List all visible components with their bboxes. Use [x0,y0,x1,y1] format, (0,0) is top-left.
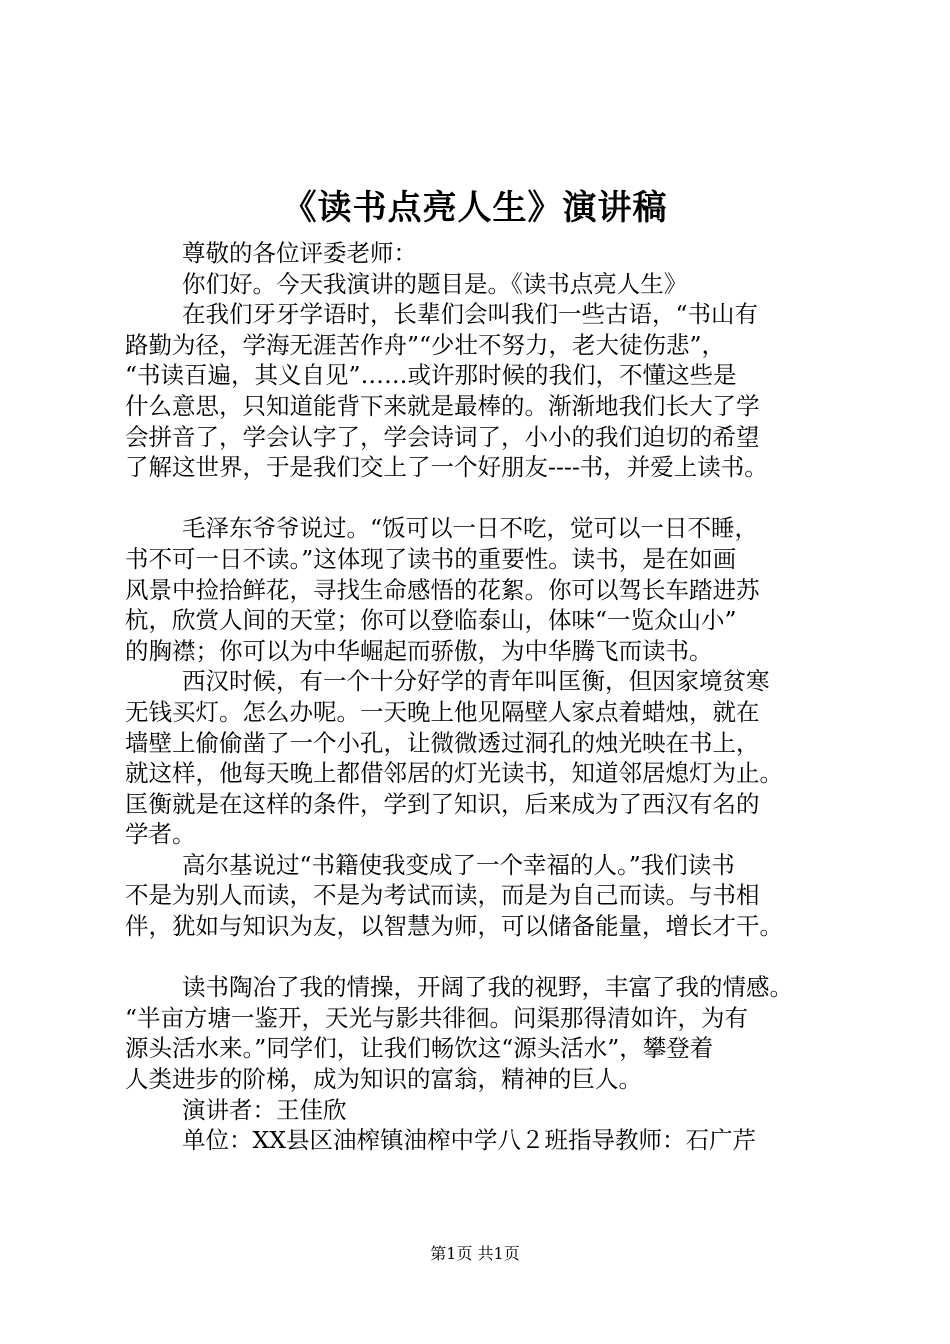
text-line: 你们好。今天我演讲的题目是。《读书点亮人生》 [182,269,688,298]
text-line: 风景中捡拾鲜花，寻找生命感悟的花絮。你可以驾长车踏进苏 [125,575,760,604]
text-line: 人类进步的阶梯，成为知识的富翁，精神的巨人。 [125,1065,642,1094]
text-line: 单位：XX县区油榨镇油榨中学八２班指导教师：石广芹 [182,1126,756,1155]
blank-line [125,942,835,973]
text-line: 什么意思，只知道能背下来就是最棒的。渐渐地我们长大了学 [125,391,760,420]
page-footer: 第1页 共1页 [430,1244,520,1263]
text-line: 毛泽东爷爷说过。“饭可以一日不吃，觉可以一日不睡， [182,514,759,543]
text-line: 会拼音了，学会认字了，学会诗词了，小小的我们迫切的希望 [125,422,760,451]
text-line: 伴，犹如与知识为友，以智慧为师，可以储备能量，增长才干。 [125,912,783,941]
blank-line [125,483,835,514]
text-line: 在我们牙牙学语时，长辈们会叫我们一些古语，“书山有 [182,300,759,329]
text-line: 尊敬的各位评委老师： [182,239,417,267]
document-title: 《读书点亮人生》演讲稿 [282,188,668,228]
text-line: 源头活水来。”同学们，让我们畅饮这“源头活水”，攀登着 [125,1034,714,1063]
text-line: 西汉时候，有一个十分好学的青年叫匡衡，但因家境贫寒 [182,667,770,696]
text-line: 就这样，他每天晚上都借邻居的灯光读书，知道邻居熄灯为止。 [125,759,783,788]
text-line: “半亩方塘一鉴开，天光与影共徘徊。问渠那得清如许，为有 [125,1003,749,1032]
text-line: “书读百遍，其义自见”……或许那时候的我们，不懂这些是 [125,361,737,390]
text-line: 学者。 [125,820,196,849]
text-line: 路勤为径，学海无涯苦作舟”“少壮不努力，老大徒伤悲”， [125,330,726,359]
text-line: 不是为别人而读，不是为考试而读，而是为自己而读。与书相 [125,881,760,910]
text-line: 无钱买灯。怎么办呢。一天晚上他见隔壁人家点着蜡烛，就在 [125,697,760,726]
document-body [125,238,835,1156]
text-line: 高尔基说过“书籍使我变成了一个幸福的人。”我们读书 [182,850,735,879]
text-line: 的胸襟；你可以为中华崛起而骄傲，为中华腾飞而读书。 [125,636,713,665]
text-line: 杭，欣赏人间的天堂；你可以登临泰山，体味“一览众山小” [125,606,737,635]
text-line: 了解这世界，于是我们交上了一个好朋友----书，并爱上读书。 [125,453,768,482]
text-line: 演讲者：王佳欣 [182,1095,347,1124]
text-line: 匡衡就是在这样的条件，学到了知识，后来成为了西汉有名的 [125,789,760,818]
text-line: 书不可一日不读。”这体现了读书的重要性。读书，是在如画 [125,544,737,573]
text-line: 墙壁上偷偷凿了一个小孔，让微微透过洞孔的烛光映在书上， [125,728,760,757]
text-line: 读书陶冶了我的情操，开阔了我的视野，丰富了我的情感。 [182,973,793,1002]
